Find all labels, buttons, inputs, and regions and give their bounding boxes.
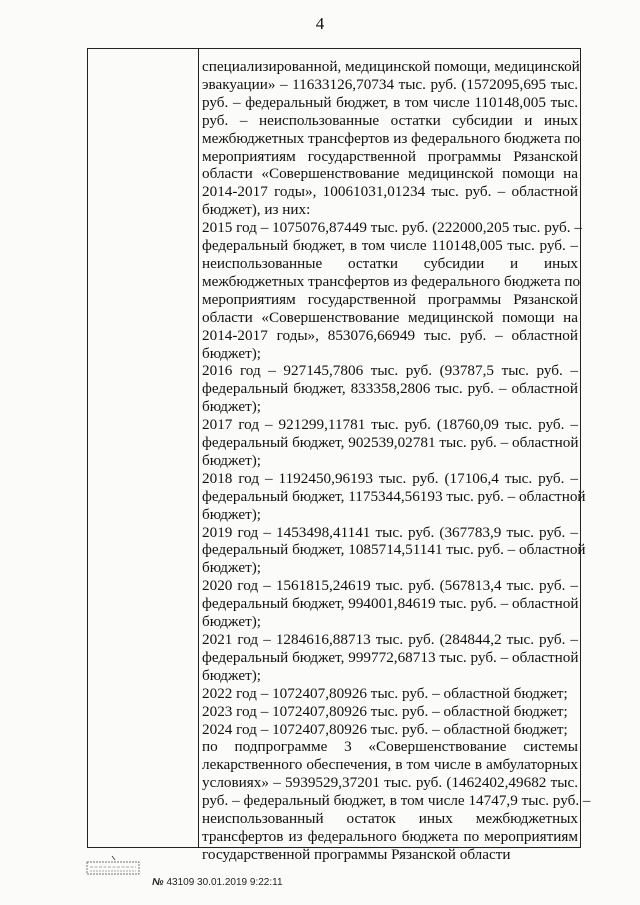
text-line: бюджет); (202, 666, 261, 684)
text-line: неиспользованные остатки субсидии и иных (202, 254, 578, 272)
text-line: 2014-2017 годы», 853076,66949 тыс. руб. – областной (202, 326, 578, 344)
text-line: 2016 год – 927145,7806 тыс. руб. (93787,5 тыс. руб. – (202, 362, 578, 380)
column-divider (198, 49, 199, 847)
text-line: неиспользованный остаток иных межбюджетных (202, 810, 578, 828)
document-reference: 43109 30.01.2019 9:22:11 (166, 877, 283, 888)
text-line: федеральный бюджет, 833358,2806 тыс. руб. – областной (202, 380, 578, 398)
text-line: руб. – федеральный бюджет, в том числе 14747,9 тыс. руб. – (202, 792, 591, 810)
document-table (87, 48, 591, 863)
text-line: межбюджетных трансфертов из федерального бюджета по (202, 129, 581, 147)
text-line: 2021 год – 1284616,88713 тыс. руб. (284844,2 тыс. руб. – (202, 631, 578, 648)
text-line: федеральный бюджет, 999772,68713 тыс. руб. – областной (202, 648, 579, 666)
number-sign: № (152, 877, 164, 888)
text-line: мероприятиям государственной программы Рязанской (202, 147, 578, 165)
text-line: руб. – федеральный бюджет, в том числе 110148,005 тыс. (202, 93, 578, 111)
text-line: федеральный бюджет, 994001,84619 тыс. руб. – областной (202, 595, 579, 613)
text-line: бюджет), из них: (202, 201, 311, 219)
text-line: по подпрограмме 3 «Совершенствование системы (202, 738, 578, 756)
stamp-icon (84, 854, 144, 876)
text-line: 2014-2017 годы», 10061031,01234 тыс. руб. – областной (202, 183, 578, 201)
text-line: 2018 год – 1192450,96193 тыс. руб. (17106,4 тыс. руб. – (202, 469, 578, 487)
text-line: межбюджетных трансфертов из федерального бюджета по (202, 272, 581, 290)
text-line: федеральный бюджет, в том числе 110148,005 тыс. руб. – (202, 237, 578, 255)
text-line: бюджет); (202, 451, 261, 469)
text-line: 2024 год – 1072407,80926 тыс. руб. – областной бюджет; (202, 720, 568, 738)
text-line: области «Совершенствование медицинской помощи на (202, 308, 578, 326)
text-line: условиях» – 5939529,37201 тыс. руб. (1462402,49682 тыс. (202, 774, 578, 792)
text-line: специализированной, медицинской помощи, медицинской (202, 58, 580, 75)
text-line: области «Совершенствование медицинской помощи на (202, 165, 578, 183)
text-line: лекарственного обеспечения, в том числе в амбулаторных (202, 756, 578, 774)
text-line: государственной программы Рязанской области (202, 845, 511, 863)
table-cell-text (202, 58, 591, 864)
text-line: 2017 год – 921299,11781 тыс. руб. (18760,09 тыс. руб. – (202, 416, 578, 434)
text-line: бюджет); (202, 559, 261, 577)
footer-reference (152, 877, 283, 888)
text-line: 2022 год – 1072407,80926 тыс. руб. – областной бюджет; (202, 684, 568, 702)
text-line: мероприятиям государственной программы Рязанской (202, 290, 578, 308)
text-line: федеральный бюджет, 1085714,51141 тыс. руб. – областной (202, 541, 586, 559)
text-line: бюджет); (202, 398, 261, 416)
text-line: трансфертов из федерального бюджета по мероприятиям (202, 827, 578, 845)
text-line: федеральный бюджет, 902539,02781 тыс. руб. – областной (202, 434, 579, 452)
text-line: 2019 год – 1453498,41141 тыс. руб. (367783,9 тыс. руб. – (202, 523, 578, 541)
text-line: бюджет); (202, 505, 261, 523)
text-line: федеральный бюджет, 1175344,56193 тыс. руб. – областной (202, 487, 586, 505)
text-line: 2015 год – 1075076,87449 тыс. руб. (222000,205 тыс. руб. – (202, 219, 582, 237)
page-number: 4 (315, 14, 325, 33)
text-line: эвакуации» – 11633126,70734 тыс. руб. (1572095,695 тыс. (202, 75, 578, 93)
text-line: 2023 год – 1072407,80926 тыс. руб. – областной бюджет; (202, 702, 568, 720)
text-line: руб. – неиспользованные остатки субсидии и иных (202, 111, 578, 129)
text-line: 2020 год – 1561815,24619 тыс. руб. (567813,4 тыс. руб. – (202, 577, 578, 595)
text-line: бюджет); (202, 613, 261, 631)
text-line: бюджет); (202, 344, 261, 362)
